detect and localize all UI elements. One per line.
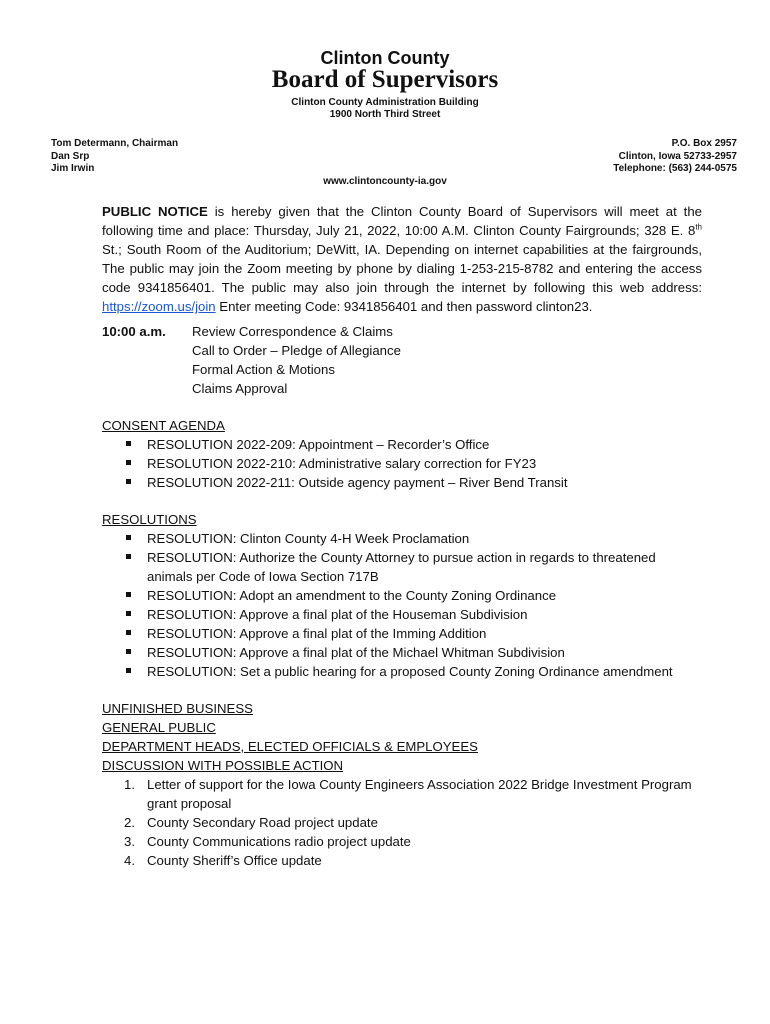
section-title: RESOLUTIONS xyxy=(102,512,197,527)
item-number: 2. xyxy=(124,815,135,830)
building-name: Clinton County Administration Building xyxy=(291,97,479,108)
zoom-link[interactable]: https://zoom.us/join xyxy=(102,299,216,314)
schedule-item: Review Correspondence & Claims xyxy=(192,324,393,339)
notice-lead: PUBLIC NOTICE xyxy=(102,204,208,219)
notice-text: is hereby given that the Clinton County Board of Supervisors will meet at the following time and place: Thursday, July 21, 2022, 10:00 A.M. Clinton County Fairgrounds; 328 E. 8 xyxy=(102,204,702,238)
discussion-title: DISCUSSION WITH POSSIBLE ACTION xyxy=(102,758,344,773)
members-list xyxy=(51,138,178,176)
notice-text: St.; South Room of the Auditorium; DeWitt, IA. Depending on internet capabilities at the fairgrounds, The public may join the Zoom meeting by phone by dialing 1-253-215-8782 and entering the access code 9341856401. The public may also join through the internet by following this web address: xyxy=(102,242,702,295)
list-item: RESOLUTION: Approve a final plat of the Michael Whitman Subdivision xyxy=(102,643,702,662)
member: Jim Irwin xyxy=(51,163,95,174)
list-item: RESOLUTION 2022-210: Administrative salary correction for FY23 xyxy=(102,454,702,473)
discussion-list xyxy=(102,775,702,870)
item-text: Letter of support for the Iowa County Engineers Association 2022 Bridge Investment Program grant proposal xyxy=(147,777,692,811)
list-item: RESOLUTION: Approve a final plat of the Imming Addition xyxy=(102,624,702,643)
list-item xyxy=(102,775,702,813)
item-text: County Communications radio project update xyxy=(147,834,411,849)
board-title: Board of Supervisors xyxy=(271,66,499,93)
item-number: 3. xyxy=(124,834,135,849)
unfinished-business-title: UNFINISHED BUSINESS xyxy=(102,701,253,716)
po-box: P.O. Box 2957 xyxy=(671,138,737,149)
schedule-time: 10:00 a.m. xyxy=(102,324,166,339)
agenda-body xyxy=(102,202,702,870)
website[interactable]: www.clintoncounty-ia.gov xyxy=(323,176,447,187)
list-item: RESOLUTION: Adopt an amendment to the County Zoning Ordinance xyxy=(102,586,702,605)
department-heads-title: DEPARTMENT HEADS, ELECTED OFFICIALS & EMPLOYEES xyxy=(102,739,478,754)
telephone: Telephone: (563) 244-0575 xyxy=(613,163,737,174)
list-item: RESOLUTION: Clinton County 4-H Week Proclamation xyxy=(102,529,702,548)
list-item: RESOLUTION 2022-211: Outside agency payment – River Bend Transit xyxy=(102,473,702,492)
list-item xyxy=(102,813,702,832)
notice-text: Enter meeting Code: 9341856401 and then password clinton23. xyxy=(215,299,593,314)
list-item: RESOLUTION 2022-209: Appointment – Recorder’s Office xyxy=(102,435,702,454)
county-name: Clinton County xyxy=(320,48,450,68)
list-item: RESOLUTION: Set a public hearing for a proposed County Zoning Ordinance amendment xyxy=(102,662,702,681)
ordinal-suffix: th xyxy=(695,222,702,232)
mailing-address xyxy=(613,138,737,176)
other-sections xyxy=(102,699,702,870)
member: Dan Srp xyxy=(51,150,90,162)
item-number: 4. xyxy=(124,853,135,868)
schedule-item: Call to Order – Pledge of Allegiance xyxy=(192,343,401,358)
list-item: RESOLUTION: Approve a final plat of the Houseman Subdivision xyxy=(102,605,702,624)
schedule-items xyxy=(192,322,401,398)
member-chairman: Tom Determann, Chairman xyxy=(51,138,179,149)
schedule xyxy=(102,322,702,398)
list-item: RESOLUTION: Authorize the County Attorney to pursue action in regards to threatened animals per Code of Iowa Section 717B xyxy=(102,548,702,586)
city-state-zip: Clinton, Iowa 52733-2957 xyxy=(618,150,737,162)
schedule-item: Claims Approval xyxy=(192,381,288,396)
list-item xyxy=(102,832,702,851)
public-notice xyxy=(102,202,702,316)
item-number: 1. xyxy=(124,777,135,792)
consent-agenda xyxy=(102,416,702,492)
section-title: CONSENT AGENDA xyxy=(102,418,225,433)
general-public-title: GENERAL PUBLIC xyxy=(102,720,216,735)
resolutions-section xyxy=(102,510,702,681)
list-item xyxy=(102,851,702,870)
schedule-item: Formal Action & Motions xyxy=(192,362,335,377)
item-text: County Secondary Road project update xyxy=(147,815,378,830)
street-address: 1900 North Third Street xyxy=(329,109,441,120)
item-text: County Sheriff’s Office update xyxy=(147,853,322,868)
